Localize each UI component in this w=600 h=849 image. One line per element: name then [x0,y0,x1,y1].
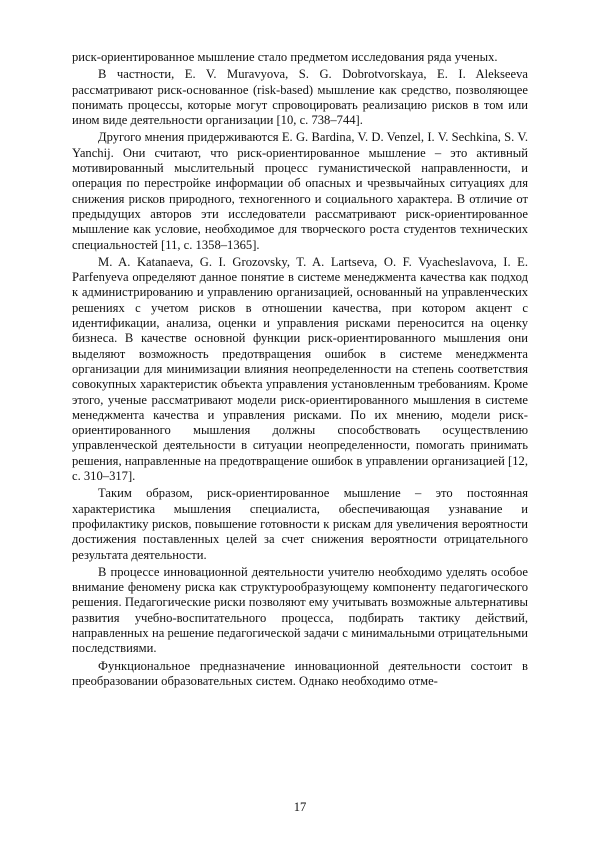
paragraph-function: Функциональное предназначение инновационной деятельности состоит в преобразовании образовательных систем. Однако необходимо отме- [72,658,528,688]
paragraph-teacher-risk: В процессе инновационной деятельности учителю необходимо уделять особое внимание феномену риска как структурообразующему компоненту педагогического решения. Педагогические риски позволяют ему учитывать возможные альтернативы развития учебно-воспитательного процесса, подбирать тактику действий, направленных на решение педагогической задачи с минимальными отрицательными последствиями. [72,564,528,656]
body-text [72,50,528,691]
paragraph-muravyova: В частности, E. V. Muravyova, S. G. Dobrotvorskaya, E. I. Alekseeva рассматривают риск-основанное (risk-based) мышление как средство, позволяющее понимать процессы, которые могут спровоцировать реализацию рисков в том или ином виде деятельности организации [10, с. 738–744]. [72,67,528,128]
page-number: 17 [293,800,307,814]
paragraph-conclusion: Таким образом, риск-ориентированное мышление – это постоянная характеристика мышления специалиста, обеспечивающая узнавание и профилактику рисков, повышение готовности к рискам для увеличения вероятности достижения поставленных целей за счет снижения вероятности отрицательного результата деятельности. [72,486,528,562]
paragraph-bardina: Другого мнения придерживаются E. G. Bardina, V. D. Venzel, I. V. Sechkina, S. V. Yanchij. Они считают, что риск-ориентированное мышление – это активный мотивированный мыслительный процесс гуманистической направленности, и операция по перестройке информации об опасных и чрезвычайных ситуациях для снижения рисков природного, техногенного и социального характера. В отличие от предыдущих авторов эти исследователи рассматривают риск-ориентированное мышление как условие, необходимое для творческого роста студентов технических специальностей [11, с. 1358–1365]. [72,130,528,252]
paragraph-katanaeva: M. A. Katanaeva, G. I. Grozovsky, T. A. Lartseva, O. F. Vyacheslavova, I. E. Parfenyeva определяют данное понятие в системе менеджмента качества как подход к администрированию и управлению организацией, основанный на управленческих решениях с учетом рисков в отношении качества, при котором акцент с идентификации, анализа, оценки и управления рисками переносится на оценку бизнеса. В качестве основной функции риск-ориентированного мышления они выделяют возможность предотвращения ошибок в системе менеджмента организации для минимизации влияния неопределенности на степень соответствия совокупных характеристик объекта управления установленным требованиям. Кроме этого, ученые рассматривают модели риск-ориентированного мышления в системе менеджмента качества и управления рисками. По их мнению, модели риск-ориентированного мышления должны способствовать осуществлению управленческой деятельности в ситуации неопределенности, помогать принимать решения, направленные на предотвращение ошибок в управлении организацией [12, с. 310–317]. [72,254,528,484]
paragraph-continuation: риск-ориентированное мышление стало предметом исследования ряда ученых. [72,50,498,64]
